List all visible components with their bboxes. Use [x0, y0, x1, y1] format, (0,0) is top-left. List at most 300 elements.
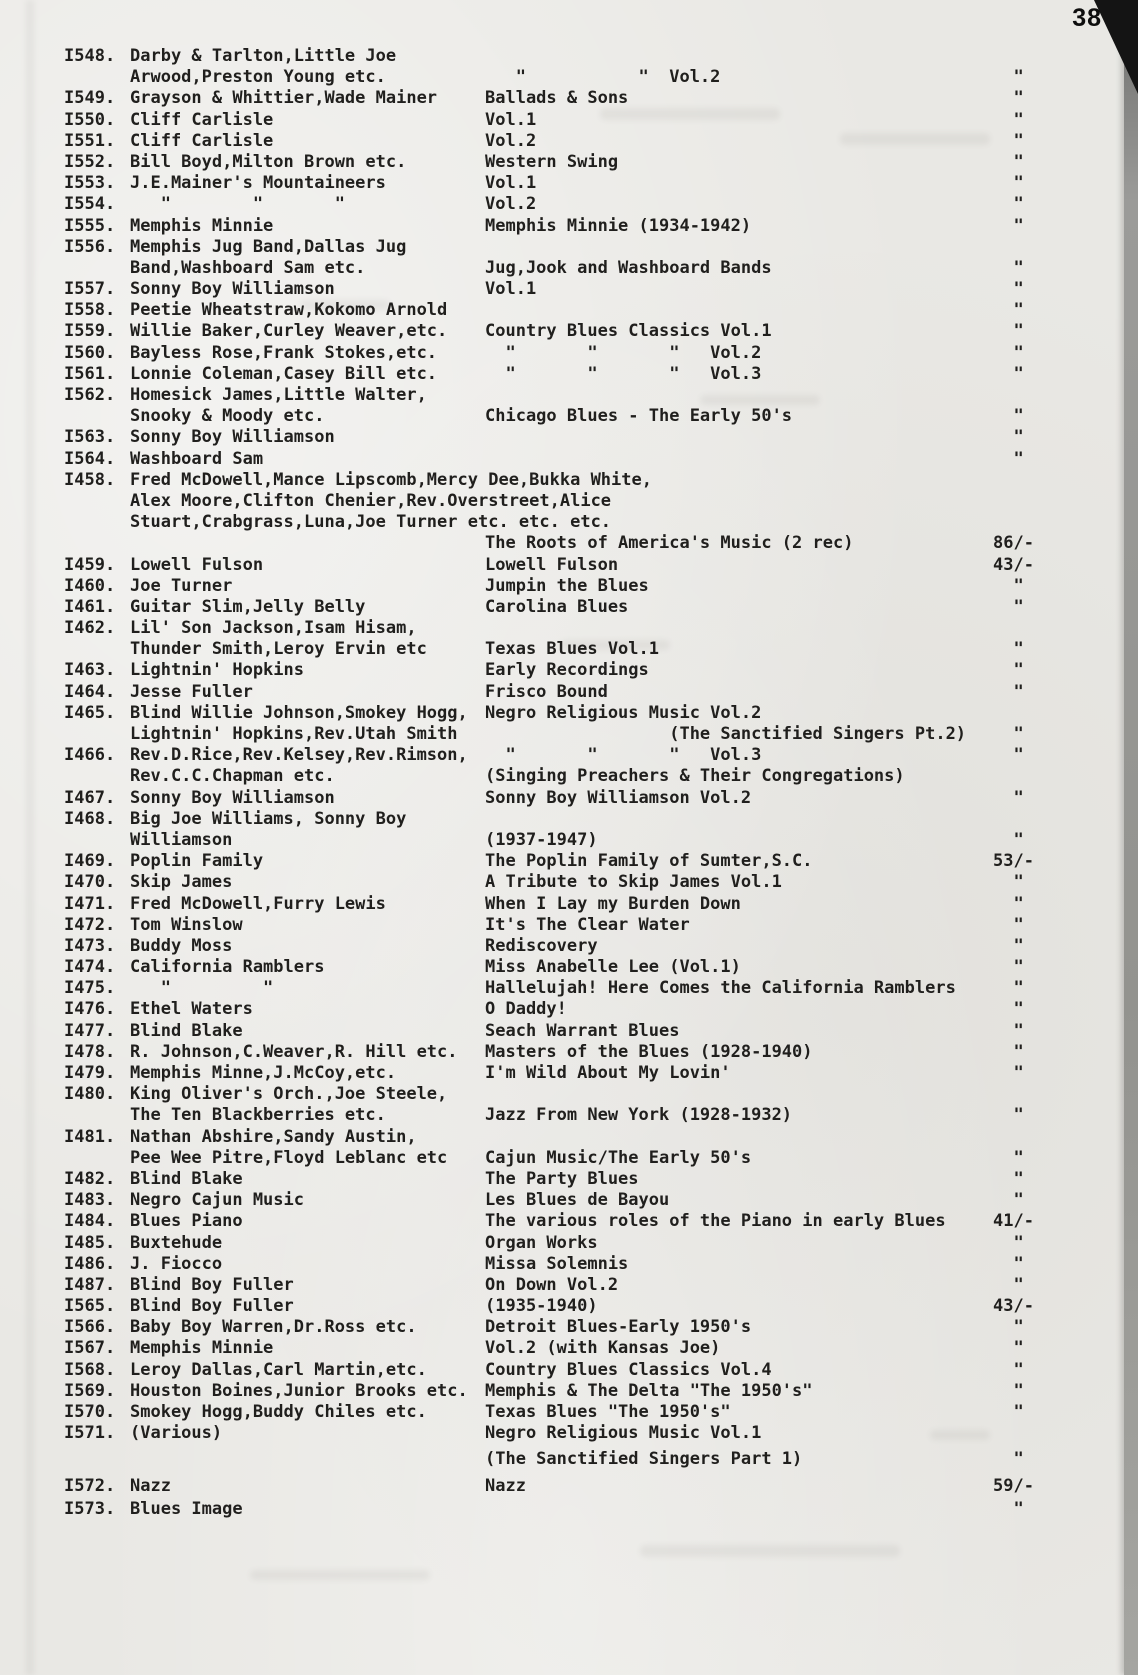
catalog-number: I560. — [64, 342, 116, 363]
record-title — [485, 449, 985, 470]
catalog-number: I566. — [64, 1317, 116, 1338]
catalog-number: I559. — [64, 321, 116, 342]
price: " — [993, 935, 1024, 956]
record-title — [485, 1127, 985, 1148]
artist-names: J. Fiocco — [130, 1253, 223, 1274]
catalog-number: I550. — [64, 109, 116, 130]
catalog-row — [0, 915, 1138, 936]
record-title: Carolina Blues — [485, 596, 629, 617]
price: " — [993, 957, 1024, 978]
artist-names: Blind Blake — [130, 1168, 243, 1189]
price: " — [993, 1402, 1024, 1422]
record-title: " " Vol.2 — [485, 67, 721, 88]
artist-names: Sonny Boy Williamson — [130, 279, 335, 300]
catalog-number: I549. — [64, 88, 116, 109]
record-title: Vol.1 — [485, 279, 537, 300]
artist-names: Big Joe Williams, Sonny Boy — [130, 808, 407, 829]
bleed-through-mark — [640, 1545, 900, 1557]
artist-names — [130, 1449, 485, 1470]
catalog-row — [0, 597, 1138, 618]
catalog-row — [0, 321, 1138, 342]
catalog-row — [0, 300, 1138, 321]
artist-names: Bill Boyd,Milton Brown etc. — [130, 151, 407, 172]
artist-names: Ethel Waters — [130, 999, 253, 1020]
catalog-number: I548. — [64, 46, 116, 66]
record-title — [485, 491, 985, 512]
catalog-number: I468. — [64, 808, 116, 829]
record-title: The various roles of the Piano in early Blues — [485, 1211, 946, 1232]
record-title — [485, 1499, 985, 1520]
catalog-row — [0, 1148, 1138, 1169]
catalog-number: I471. — [64, 893, 116, 914]
record-title: Nazz — [485, 1475, 526, 1496]
catalog-number: I551. — [64, 130, 116, 151]
catalog-row — [0, 110, 1138, 131]
record-title — [485, 1084, 985, 1105]
artist-names: Blues Image — [130, 1498, 243, 1519]
artist-names: Rev.D.Rice,Rev.Kelsey,Rev.Rimson, — [130, 745, 468, 766]
catalog-row — [0, 682, 1138, 703]
artist-names: Nazz — [130, 1475, 171, 1496]
artist-names: Smokey Hogg,Buddy Chiles etc. — [130, 1402, 427, 1422]
record-title: (The Sanctified Singers Pt.2) — [485, 724, 967, 744]
record-title: Masters of the Blues (1928-1940) — [485, 1041, 813, 1062]
catalog-row — [0, 999, 1138, 1020]
catalog-number: I567. — [64, 1338, 116, 1359]
price: " — [993, 639, 1024, 660]
catalog-row — [0, 131, 1138, 152]
catalog-row — [0, 364, 1138, 385]
catalog-number: I464. — [64, 681, 116, 702]
record-title: Vol.1 — [485, 109, 537, 130]
artist-names: Leroy Dallas,Carl Martin,etc. — [130, 1359, 427, 1380]
catalog-number: I572. — [64, 1475, 116, 1496]
record-title: Memphis Minnie (1934-1942) — [485, 215, 752, 236]
catalog-number: I483. — [64, 1190, 116, 1211]
price — [985, 237, 1083, 258]
record-title: Negro Religious Music Vol.1 — [485, 1423, 762, 1444]
catalog-row — [0, 957, 1138, 978]
catalog-number: I487. — [64, 1274, 116, 1295]
record-title: Memphis & The Delta "The 1950's" — [485, 1380, 813, 1401]
catalog-row — [0, 1381, 1138, 1402]
catalog-number: I568. — [64, 1359, 116, 1380]
catalog-number: I486. — [64, 1253, 116, 1274]
artist-names: Darby & Tarlton,Little Joe — [130, 46, 397, 66]
price: " — [993, 1317, 1024, 1338]
record-title: Negro Religious Music Vol.2 — [485, 702, 762, 723]
artist-names: Memphis Jug Band,Dallas Jug — [130, 236, 407, 257]
record-title: " " " Vol.3 — [485, 363, 762, 384]
catalog-row — [0, 67, 1138, 88]
catalog-number: I569. — [64, 1380, 116, 1401]
price: " — [993, 1274, 1024, 1295]
price: " — [993, 1063, 1024, 1083]
catalog-number: I477. — [64, 1020, 116, 1041]
price: " — [993, 1232, 1024, 1253]
price: " — [993, 1253, 1024, 1274]
record-title: " " " Vol.2 — [485, 342, 762, 363]
price: " — [993, 1020, 1024, 1041]
catalog-number: I466. — [64, 745, 116, 766]
record-title: The Poplin Family of Sumter,S.C. — [485, 851, 813, 872]
catalog-number: I472. — [64, 914, 116, 935]
catalog-row — [0, 1084, 1138, 1105]
price: " — [993, 1041, 1024, 1062]
catalog-number — [64, 766, 130, 787]
artist-names: Blues Piano — [130, 1211, 243, 1232]
price: 43/- — [993, 554, 1034, 575]
catalog-number: I556. — [64, 236, 116, 257]
record-title: " " " Vol.3 — [485, 745, 762, 766]
artist-names: Willie Baker,Curley Weaver,etc. — [130, 321, 448, 342]
artist-names: Houston Boines,Junior Brooks etc. — [130, 1380, 468, 1401]
price: 86/- — [993, 533, 1034, 554]
catalog-row — [0, 173, 1138, 194]
catalog-number: I478. — [64, 1041, 116, 1062]
catalog-row — [0, 872, 1138, 893]
price: 41/- — [993, 1211, 1034, 1232]
artist-names: Fred McDowell,Furry Lewis — [130, 893, 386, 914]
record-title: Hallelujah! Here Comes the California Ramblers — [485, 978, 956, 999]
record-title: Chicago Blues - The Early 50's — [485, 406, 793, 427]
catalog-number: I459. — [64, 554, 116, 575]
price — [985, 1127, 1083, 1148]
artist-names — [130, 533, 485, 554]
artist-names: " " " — [130, 194, 345, 215]
record-title: The Roots of America's Music (2 rec) — [485, 533, 854, 554]
artist-names: Blind Willie Johnson,Smokey Hogg, — [130, 702, 468, 723]
record-title: Texas Blues Vol.1 — [485, 639, 659, 660]
artist-names: Nathan Abshire,Sandy Austin, — [130, 1126, 417, 1147]
catalog-number — [64, 1148, 130, 1169]
catalog-number: I463. — [64, 660, 116, 681]
record-title: Detroit Blues-Early 1950's — [485, 1317, 752, 1338]
catalog-row — [0, 1042, 1138, 1063]
page-number: 38 — [1072, 4, 1102, 32]
catalog-row — [0, 237, 1138, 258]
catalog-row — [0, 194, 1138, 215]
catalog-number — [64, 1105, 130, 1126]
artist-names: Rev.C.C.Chapman etc. — [130, 766, 335, 787]
record-title: A Tribute to Skip James Vol.1 — [485, 872, 782, 893]
artist-names: Cliff Carlisle — [130, 130, 274, 151]
record-title — [485, 385, 985, 406]
catalog-row — [0, 1296, 1138, 1317]
artist-names: Cliff Carlisle — [130, 109, 274, 130]
catalog-row — [0, 491, 1138, 512]
catalog-number: I570. — [64, 1402, 116, 1422]
artist-names: Joe Turner — [130, 575, 233, 596]
catalog-row — [0, 1021, 1138, 1042]
catalog-row — [0, 1499, 1138, 1520]
catalog-number: I557. — [64, 279, 116, 300]
catalog-row — [0, 936, 1138, 957]
price: " — [993, 173, 1024, 194]
artist-names: Lil' Son Jackson,Isam Hisam, — [130, 618, 417, 639]
price: " — [993, 1380, 1024, 1401]
artist-names: King Oliver's Orch.,Joe Steele, — [130, 1084, 448, 1105]
artist-names: Band,Washboard Sam etc. — [130, 257, 366, 278]
record-title: Vol.2 (with Kansas Joe) — [485, 1338, 721, 1359]
catalog-row — [0, 660, 1138, 681]
record-title: (1935-1940) — [485, 1296, 598, 1317]
record-title: Missa Solemnis — [485, 1253, 629, 1274]
artist-names: Washboard Sam — [130, 448, 264, 469]
artist-names: Blind Boy Fuller — [130, 1274, 294, 1295]
artist-names: Grayson & Whittier,Wade Mainer — [130, 88, 438, 109]
price: " — [993, 427, 1024, 448]
price: " — [993, 724, 1024, 744]
catalog-row — [0, 1275, 1138, 1296]
price: " — [993, 194, 1024, 215]
artist-names: Snooky & Moody etc. — [130, 406, 325, 427]
price: " — [993, 109, 1024, 130]
catalog-row — [0, 216, 1138, 237]
record-title: Frisco Bound — [485, 681, 608, 702]
record-title — [485, 470, 985, 491]
price: " — [993, 151, 1024, 172]
catalog-number: I484. — [64, 1211, 116, 1232]
price: " — [993, 914, 1024, 935]
catalog-number: I469. — [64, 851, 116, 872]
record-title: Miss Anabelle Lee (Vol.1) — [485, 957, 741, 978]
catalog-number — [64, 724, 130, 745]
catalog-row — [0, 1423, 1138, 1444]
artist-names: Baby Boy Warren,Dr.Ross etc. — [130, 1317, 417, 1338]
artist-names: Buddy Moss — [130, 935, 233, 956]
catalog-number: I476. — [64, 999, 116, 1020]
price: " — [993, 1105, 1024, 1126]
artist-names: California Ramblers — [130, 957, 325, 978]
catalog-row — [0, 1449, 1138, 1470]
artist-names: Fred McDowell,Mance Lipscomb,Mercy Dee,Bukka White, — [130, 469, 652, 490]
price — [985, 512, 1083, 533]
price — [985, 491, 1083, 512]
artist-names: Memphis Minnie — [130, 1338, 274, 1359]
price — [985, 385, 1083, 406]
record-title: Western Swing — [485, 151, 619, 172]
artist-names: Blind Blake — [130, 1020, 243, 1041]
catalog-number: I562. — [64, 385, 116, 405]
price: " — [993, 67, 1024, 88]
artist-names: Poplin Family — [130, 851, 264, 872]
catalog-number — [64, 258, 130, 279]
catalog-row — [0, 449, 1138, 470]
price: " — [993, 321, 1024, 342]
record-title: Cajun Music/The Early 50's — [485, 1147, 752, 1168]
price: " — [993, 660, 1024, 681]
catalog-number: I573. — [64, 1498, 116, 1519]
artist-names: Alex Moore,Clifton Chenier,Rev.Overstreet,Alice — [130, 490, 612, 511]
catalog-number: I470. — [64, 872, 116, 893]
artist-names: Bayless Rose,Frank Stokes,etc. — [130, 342, 438, 363]
catalog-row — [0, 724, 1138, 745]
price: " — [993, 257, 1024, 278]
record-title — [485, 618, 985, 639]
catalog-number: I479. — [64, 1063, 116, 1083]
price: " — [993, 1498, 1024, 1519]
record-title — [485, 300, 985, 321]
catalog-row — [0, 512, 1138, 533]
price: " — [993, 1147, 1024, 1168]
price: " — [993, 406, 1024, 427]
artist-names: Peetie Wheatstraw,Kokomo Arnold — [130, 300, 448, 321]
catalog-number: I561. — [64, 363, 116, 384]
catalog-row — [0, 555, 1138, 576]
record-title: Texas Blues "The 1950's" — [485, 1402, 731, 1422]
catalog-row — [0, 1105, 1138, 1126]
price: " — [993, 893, 1024, 914]
catalog-number: I571. — [64, 1423, 116, 1444]
catalog-number: I465. — [64, 702, 116, 723]
artist-names: Lonnie Coleman,Casey Bill etc. — [130, 363, 438, 384]
artist-names: " " — [130, 978, 274, 999]
artist-names: Tom Winslow — [130, 914, 243, 935]
catalog-number — [64, 512, 130, 533]
price: " — [993, 279, 1024, 300]
catalog-number: I475. — [64, 978, 116, 999]
artist-names: Stuart,Crabgrass,Luna,Joe Turner etc. etc. etc. — [130, 512, 612, 533]
price — [985, 809, 1083, 830]
price: " — [993, 999, 1024, 1020]
artist-names: Williamson — [130, 829, 233, 850]
catalog-row — [0, 978, 1138, 999]
record-title: Seach Warrant Blues — [485, 1020, 680, 1041]
price: " — [993, 681, 1024, 702]
record-title: Organ Works — [485, 1232, 598, 1253]
catalog-row — [0, 1211, 1138, 1232]
record-title: Lowell Fulson — [485, 554, 619, 575]
catalog-row — [0, 766, 1138, 787]
catalog-number: I553. — [64, 173, 116, 194]
catalog-row — [0, 576, 1138, 597]
record-title: When I Lay my Burden Down — [485, 893, 741, 914]
catalog-row — [0, 258, 1138, 279]
catalog-row — [0, 343, 1138, 364]
price: 53/- — [993, 851, 1034, 872]
artist-names: Homesick James,Little Walter, — [130, 385, 427, 405]
catalog-number: I558. — [64, 300, 116, 321]
catalog-row — [0, 1063, 1138, 1084]
catalog-number: I564. — [64, 448, 116, 469]
artist-names: Lightnin' Hopkins,Rev.Utah Smith — [130, 724, 458, 744]
artist-names: Pee Wee Pitre,Floyd Leblanc etc — [130, 1147, 448, 1168]
record-title — [485, 46, 985, 67]
catalog-number — [64, 830, 130, 851]
record-title: The Party Blues — [485, 1168, 639, 1189]
price: " — [993, 130, 1024, 151]
record-title: Country Blues Classics Vol.1 — [485, 321, 772, 342]
catalog-number — [64, 639, 130, 660]
catalog-number: I481. — [64, 1126, 116, 1147]
catalog-row — [0, 894, 1138, 915]
catalog-list — [0, 46, 1138, 1520]
price: " — [993, 1338, 1024, 1359]
price: " — [993, 829, 1024, 850]
catalog-number: I460. — [64, 575, 116, 596]
catalog-row — [0, 788, 1138, 809]
catalog-row — [0, 703, 1138, 724]
price — [985, 1084, 1083, 1105]
price — [985, 618, 1083, 639]
record-title: Vol.1 — [485, 173, 537, 194]
price: " — [993, 300, 1024, 321]
catalog-number: I482. — [64, 1168, 116, 1189]
catalog-number — [64, 67, 130, 88]
record-title: (Singing Preachers & Their Congregations) — [485, 766, 905, 787]
record-title: Vol.2 — [485, 130, 537, 151]
catalog-number: I480. — [64, 1084, 116, 1105]
price: " — [993, 88, 1024, 109]
artist-names: Guitar Slim,Jelly Belly — [130, 596, 366, 617]
artist-names: Jesse Fuller — [130, 681, 253, 702]
catalog-row — [0, 1317, 1138, 1338]
price: " — [993, 596, 1024, 617]
catalog-number: I555. — [64, 215, 116, 236]
price: " — [993, 1359, 1024, 1380]
record-title: I'm Wild About My Lovin' — [485, 1063, 731, 1083]
record-title: It's The Clear Water — [485, 914, 690, 935]
price: 43/- — [993, 1296, 1034, 1317]
price: " — [993, 363, 1024, 384]
catalog-row — [0, 1476, 1138, 1497]
artist-names: Skip James — [130, 872, 233, 893]
price: " — [993, 215, 1024, 236]
record-title: Rediscovery — [485, 935, 598, 956]
catalog-row — [0, 1233, 1138, 1254]
catalog-row — [0, 618, 1138, 639]
record-title: Country Blues Classics Vol.4 — [485, 1359, 772, 1380]
price — [985, 46, 1083, 67]
catalog-row — [0, 745, 1138, 766]
artist-names: Arwood,Preston Young etc. — [130, 67, 386, 88]
artist-names: Memphis Minne,J.McCoy,etc. — [130, 1063, 397, 1083]
catalog-row — [0, 1127, 1138, 1148]
price — [985, 766, 1083, 787]
catalog-number: I563. — [64, 427, 116, 448]
artist-names: Sonny Boy Williamson — [130, 427, 335, 448]
price: " — [993, 787, 1024, 808]
catalog-row — [0, 427, 1138, 448]
catalog-row — [0, 851, 1138, 872]
catalog-number: I552. — [64, 151, 116, 172]
catalog-number — [64, 406, 130, 427]
record-title: Jazz From New York (1928-1932) — [485, 1105, 793, 1126]
price: " — [993, 342, 1024, 363]
record-title: Les Blues de Bayou — [485, 1190, 670, 1211]
record-title: Jumpin the Blues — [485, 575, 649, 596]
price — [985, 703, 1083, 724]
catalog-row — [0, 406, 1138, 427]
catalog-number — [64, 491, 130, 512]
artist-names: J.E.Mainer's Mountaineers — [130, 173, 386, 194]
artist-names: Lowell Fulson — [130, 554, 264, 575]
catalog-row — [0, 279, 1138, 300]
record-title — [485, 237, 985, 258]
catalog-row — [0, 1169, 1138, 1190]
price: " — [993, 1168, 1024, 1189]
record-title — [485, 512, 985, 533]
artist-names: Blind Boy Fuller — [130, 1296, 294, 1317]
price: " — [993, 1190, 1024, 1211]
record-title: Early Recordings — [485, 660, 649, 681]
catalog-row — [0, 1402, 1138, 1423]
catalog-number: I462. — [64, 618, 116, 639]
record-title: Jug,Jook and Washboard Bands — [485, 257, 772, 278]
bleed-through-mark — [250, 1570, 430, 1580]
catalog-row — [0, 809, 1138, 830]
